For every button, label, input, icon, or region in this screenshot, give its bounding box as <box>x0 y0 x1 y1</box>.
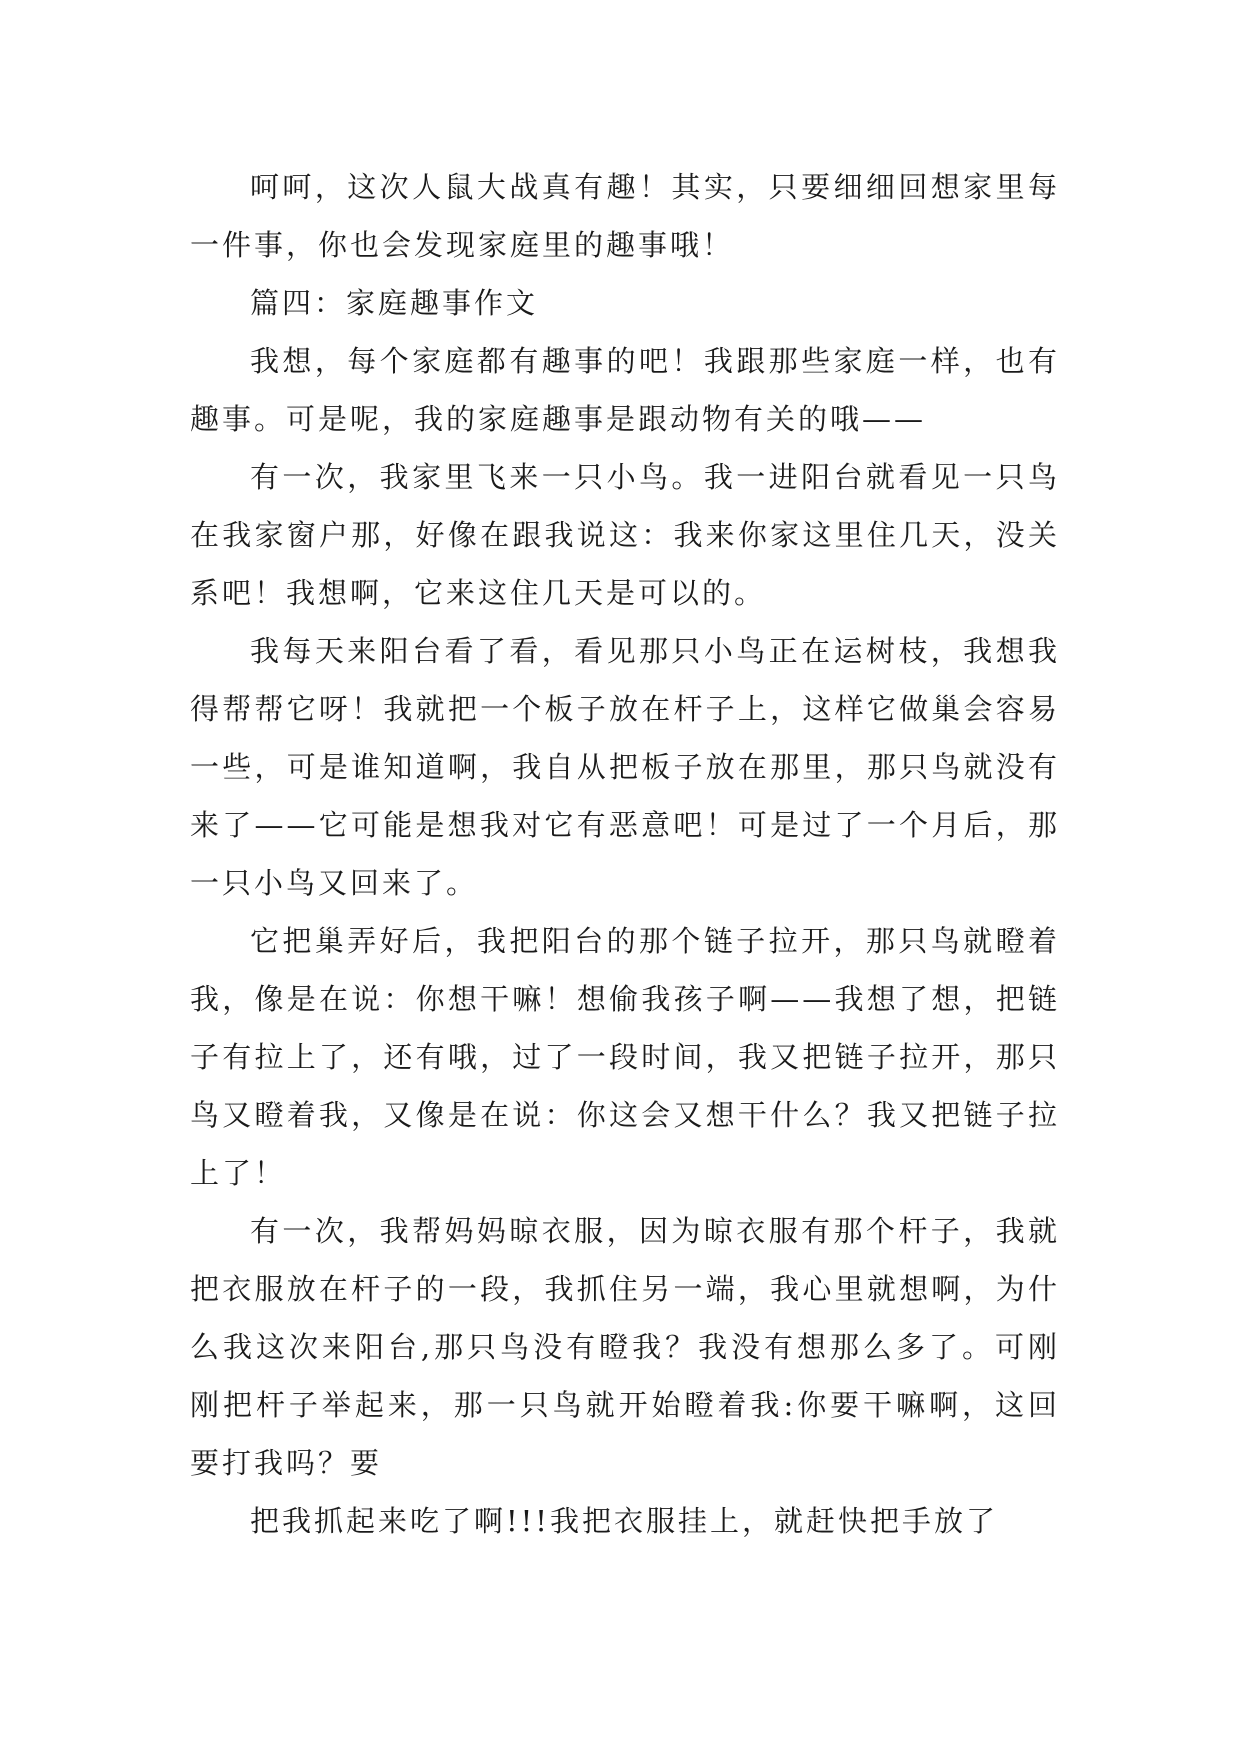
paragraph-5: 它把巢弄好后，我把阳台的那个链子拉开，那只鸟就瞪着我，像是在说：你想干嘛！想偷我孩子啊——我想了想，把链子有拉上了，还有哦，过了一段时间，我又把链子拉开，那只鸟又瞪着我，又像是在说：你这会又想干什么？我又把链子拉上了！ <box>190 924 1060 1190</box>
paragraph-3: 有一次，我家里飞来一只小鸟。我一进阳台就看见一只鸟在我家窗户那，好像在跟我说这：我来你家这里住几天，没关系吧！我想啊，它来这住几天是可以的。 <box>190 460 1060 610</box>
paragraph-6: 有一次，我帮妈妈晾衣服，因为晾衣服有那个杆子，我就把衣服放在杆子的一段，我抓住另一端，我心里就想啊，为什么我这次来阳台,那只鸟没有瞪我？我没有想那么多了。可刚刚把杆子举起来，那一只鸟就开始瞪着我:你要干嘛啊，这回要打我吗？要 <box>190 1214 1060 1480</box>
section-heading: 篇四：家庭趣事作文 <box>250 286 539 320</box>
paragraph-1: 呵呵，这次人鼠大战真有趣！其实，只要细细回想家里每一件事，你也会发现家庭里的趣事哦！ <box>190 170 1060 262</box>
paragraph-7: 把我抓起来吃了啊!!!我把衣服挂上，就赶快把手放了 <box>250 1504 998 1538</box>
paragraph-2: 我想，每个家庭都有趣事的吧！我跟那些家庭一样，也有趣事。可是呢，我的家庭趣事是跟动物有关的哦—— <box>190 344 1060 436</box>
document-body <box>190 158 1060 1550</box>
paragraph-4: 我每天来阳台看了看，看见那只小鸟正在运树枝，我想我得帮帮它呀！我就把一个板子放在杆子上，这样它做巢会容易一些，可是谁知道啊，我自从把板子放在那里，那只鸟就没有来了——它可能是想我对它有恶意吧！可是过了一个月后，那一只小鸟又回来了。 <box>190 634 1060 900</box>
